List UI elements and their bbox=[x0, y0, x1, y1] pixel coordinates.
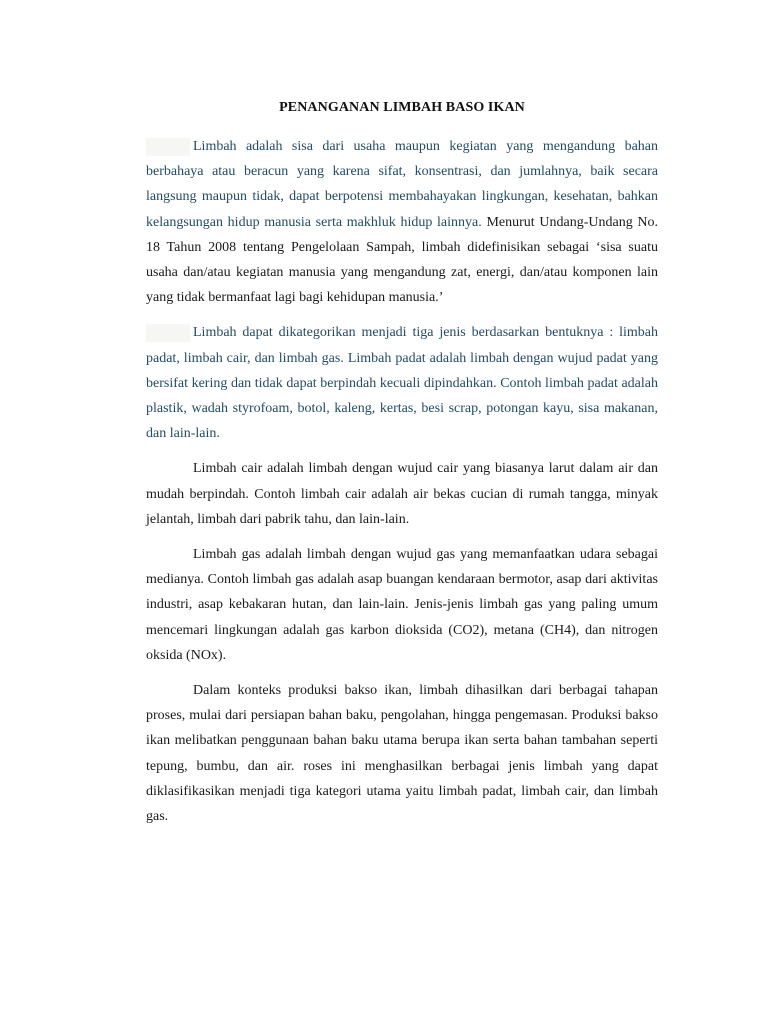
paragraph-categories-highlighted: Limbah dapat dikategorikan menjadi tiga jenis berdasarkan bentuknya : limbah padat, limbah cair, dan limbah gas. Limbah padat adalah limbah dengan wujud padat yang bersifat kering dan tidak dapat berpindah kecuali dipindahkan. Contoh limbah padat adalah plastik, wadah styrofoam, botol, kaleng, kertas, besi scrap, potongan kayu, sisa makanan, dan lain-lain. bbox=[146, 325, 658, 442]
paragraph-definition bbox=[146, 134, 658, 310]
paragraph-gas-waste bbox=[146, 542, 658, 668]
paragraph-definition-highlighted: Limbah adalah sisa dari usaha maupun kegiatan yang mengandung bahan berbahaya atau beracun yang karena sifat, konsentrasi, dan jumlahnya, baik secara langsung maupun tidak, dapat berpotensi membahayakan lingkungan, kesehatan, bahkan kelangsungan hidup manusia serta makhluk hidup lainnya. bbox=[146, 139, 658, 230]
paragraph-fish-ball-production-text: Dalam konteks produksi bakso ikan, limbah dihasilkan dari berbagai tahapan proses, mulai dari persiapan bahan baku, pengolahan, hingga pengemasan. Produksi bakso ikan melibatkan penggunaan bahan baku utama berupa ikan serta bahan tambahan seperti tepung, bumbu, dan air. roses ini menghasilkan berbagai jenis limbah yang dapat diklasifikasikan menjadi tiga kategori utama yaitu limbah padat, limbah cair, dan limbah gas. bbox=[146, 683, 658, 825]
paragraph-categories bbox=[146, 320, 658, 446]
document-title: PENANGANAN LIMBAH BASO IKAN bbox=[279, 100, 525, 115]
paragraph-gas-waste-text: Limbah gas adalah limbah dengan wujud gas yang memanfaatkan udara sebagai medianya. Contoh limbah gas adalah asap buangan kendaraan bermotor, asap dari aktivitas industri, asap kebakaran hutan, dan lain-lain. Jenis-jenis limbah gas yang paling umum mencemari lingkungan adalah gas karbon dioksida (CO2), metana (CH4), dan nitrogen oksida (NOx). bbox=[146, 547, 658, 663]
paragraph-liquid-waste-text: Limbah cair adalah limbah dengan wujud cair yang biasanya larut dalam air dan mudah berpindah. Contoh limbah cair adalah air bekas cucian di rumah tangga, minyak jelantah, limbah dari pabrik tahu, dan lain-lain. bbox=[146, 461, 658, 527]
paragraph-fish-ball-production bbox=[146, 678, 658, 829]
document-body bbox=[146, 134, 658, 839]
paragraph-liquid-waste bbox=[146, 456, 658, 532]
paragraph-definition-plain: Menurut Undang-Undang No. 18 Tahun 2008 tentang Pengelolaan Sampah, limbah didefinisikan sebagai ‘sisa suatu usaha dan/atau kegiatan manusia yang mengandung zat, energi, dan/atau komponen lain yang tidak bermanfaat lagi bagi kehidupan manusia.’ bbox=[146, 214, 659, 306]
